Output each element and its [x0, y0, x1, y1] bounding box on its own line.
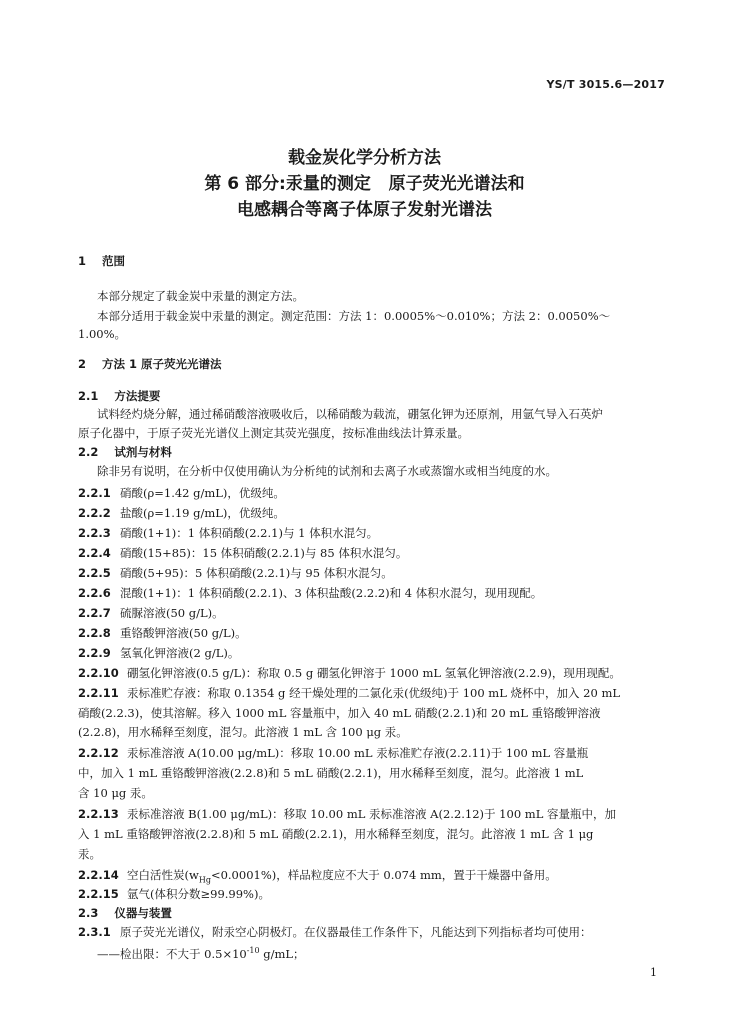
item-text: 汞标准溶液 A(10.00 μg/mL)：移取 10.00 mL 汞标准贮存液(2.2.11)于 100 mL 容量瓶	[127, 746, 589, 760]
item-number: 2.2.13	[78, 807, 119, 821]
section-title: 范围	[102, 254, 126, 268]
item-number: 2.2.9	[78, 646, 111, 660]
section-number: 2.2	[78, 445, 99, 459]
item-text: 硫脲溶液(50 g/L)。	[120, 606, 224, 620]
item-text: 盐酸(ρ=1.19 g/mL)，优级纯。	[120, 506, 285, 520]
item-text: 硼氢化钾溶液(0.5 g/L)：称取 0.5 g 硼氢化钾溶于 1000 mL 氢氧化钾溶液(2.2.9)，现用现配。	[127, 666, 621, 680]
standard-code: YS/T 3015.6—2017	[546, 78, 665, 91]
section-number: 2.1	[78, 389, 99, 403]
item-number: 2.2.5	[78, 566, 111, 580]
item-number: 2.2.2	[78, 506, 111, 520]
subsection-2-2-heading	[78, 443, 172, 461]
item-number: 2.2.3	[78, 526, 111, 540]
section-title: 试剂与材料	[114, 445, 172, 459]
section-2-heading	[78, 355, 222, 373]
section-title: 方法 1 原子荧光光谱法	[102, 357, 222, 371]
item-text: 氩气(体积分数≥99.99%)。	[127, 887, 270, 901]
item-number: 2.2.11	[78, 686, 119, 700]
item-number: 2.2.4	[78, 546, 111, 560]
item-text: 空白活性炭$(w_{Hg}<0.0001\%)$，样品粒度应不大于 0.074 mm，置于干燥器中备用。	[127, 868, 557, 885]
item-text: 硝酸(5+95)：5 体积硝酸(2.2.1)与 95 体积水混匀。	[120, 566, 393, 580]
item-text: 硝酸(15+85)：15 体积硝酸(2.2.1)与 85 体积水混匀。	[120, 546, 408, 560]
paragraph: 试料经灼烧分解，通过稀硝酸溶液吸收后，以稀硝酸为载流，硼氢化钾为还原剂，用氩气导入石英炉	[97, 407, 603, 421]
page-number: 1	[650, 966, 657, 979]
item-number: 2.3.1	[78, 925, 111, 939]
item-number: 2.2.12	[78, 746, 119, 760]
doc-title-line-1: 载金炭化学分析方法	[288, 148, 441, 168]
section-title: 方法提要	[114, 389, 161, 403]
item-number: 2.2.10	[78, 666, 119, 680]
dash-list-item: ——检出限：不大于 $0.5\times 10^{-10}$ g/mL；	[97, 946, 305, 961]
section-number: 1	[78, 254, 87, 268]
doc-title-line-2: 第 6 部分:汞量的测定 原子荧光光谱法和	[204, 174, 525, 194]
paragraph: 除非另有说明，在分析中仅使用确认为分析纯的试剂和去离子水或蒸馏水或相当纯度的水。	[97, 464, 557, 478]
paragraph: 本部分规定了载金炭中汞量的测定方法。	[97, 289, 304, 303]
paragraph: 本部分适用于载金炭中汞量的测定。测定范围：方法 1：0.0005%～0.010%；方法 2：0.0050%～	[97, 309, 611, 323]
item-text: 硝酸(1+1)：1 体积硝酸(2.2.1)与 1 体积水混匀。	[120, 526, 379, 540]
item-text: 入 1 mL 重铬酸钾溶液(2.2.8)和 5 mL 硝酸(2.2.1)，用水稀释至刻度，混匀。此溶液 1 mL 含 1 μg	[78, 827, 594, 841]
item-text: 硝酸(2.2.3)，使其溶解。移入 1000 mL 容量瓶中，加入 40 mL 硝酸(2.2.1)和 20 mL 重铬酸钾溶液	[78, 706, 601, 720]
item-number: 2.2.15	[78, 887, 119, 901]
section-number: 2.3	[78, 906, 99, 920]
section-1-heading	[78, 252, 125, 270]
item-number: 2.2.14	[78, 868, 119, 882]
item-text: 混酸(1+1)：1 体积硝酸(2.2.1)、3 体积盐酸(2.2.2)和 4 体积水混匀，现用现配。	[120, 586, 543, 600]
section-title: 仪器与装置	[114, 906, 172, 920]
item-number: 2.2.7	[78, 606, 111, 620]
item-text: 中，加入 1 mL 重铬酸钾溶液(2.2.8)和 5 mL 硝酸(2.2.1)，用水稀释至刻度，混匀。此溶液 1 mL	[78, 766, 584, 780]
section-number: 2	[78, 357, 87, 371]
subsection-2-3-heading	[78, 904, 172, 922]
paragraph-continued: 1.00%。	[78, 327, 127, 341]
item-text: 汞标准贮存液：称取 0.1354 g 经干燥处理的二氯化汞(优级纯)于 100 mL 烧杯中，加入 20 mL	[127, 686, 620, 700]
item-text: 氢氧化钾溶液(2 g/L)。	[120, 646, 240, 660]
item-number: 2.2.6	[78, 586, 111, 600]
doc-title-line-3: 电感耦合等离子体原子发射光谱法	[237, 200, 492, 220]
subsection-2-1-heading	[78, 387, 160, 405]
item-text: 原子荧光光谱仪，附汞空心阴极灯。在仪器最佳工作条件下，凡能达到下列指标者均可使用：	[120, 925, 592, 939]
item-text: 硝酸(ρ=1.42 g/mL)，优级纯。	[120, 486, 285, 500]
paragraph-continued: 原子化器中，于原子荧光光谱仪上测定其荧光强度，按标准曲线法计算汞量。	[78, 426, 469, 440]
item-number: 2.2.8	[78, 626, 111, 640]
item-text: 重铬酸钾溶液(50 g/L)。	[120, 626, 247, 640]
item-text: 汞标准溶液 B(1.00 μg/mL)：移取 10.00 mL 汞标准溶液 A(2.2.12)于 100 mL 容量瓶中，加	[127, 807, 616, 821]
item-number: 2.2.1	[78, 486, 111, 500]
item-text: (2.2.8)，用水稀释至刻度，混匀。此溶液 1 mL 含 100 μg 汞。	[78, 725, 408, 739]
item-text: 汞。	[78, 847, 101, 861]
item-text: 含 10 μg 汞。	[78, 786, 153, 800]
